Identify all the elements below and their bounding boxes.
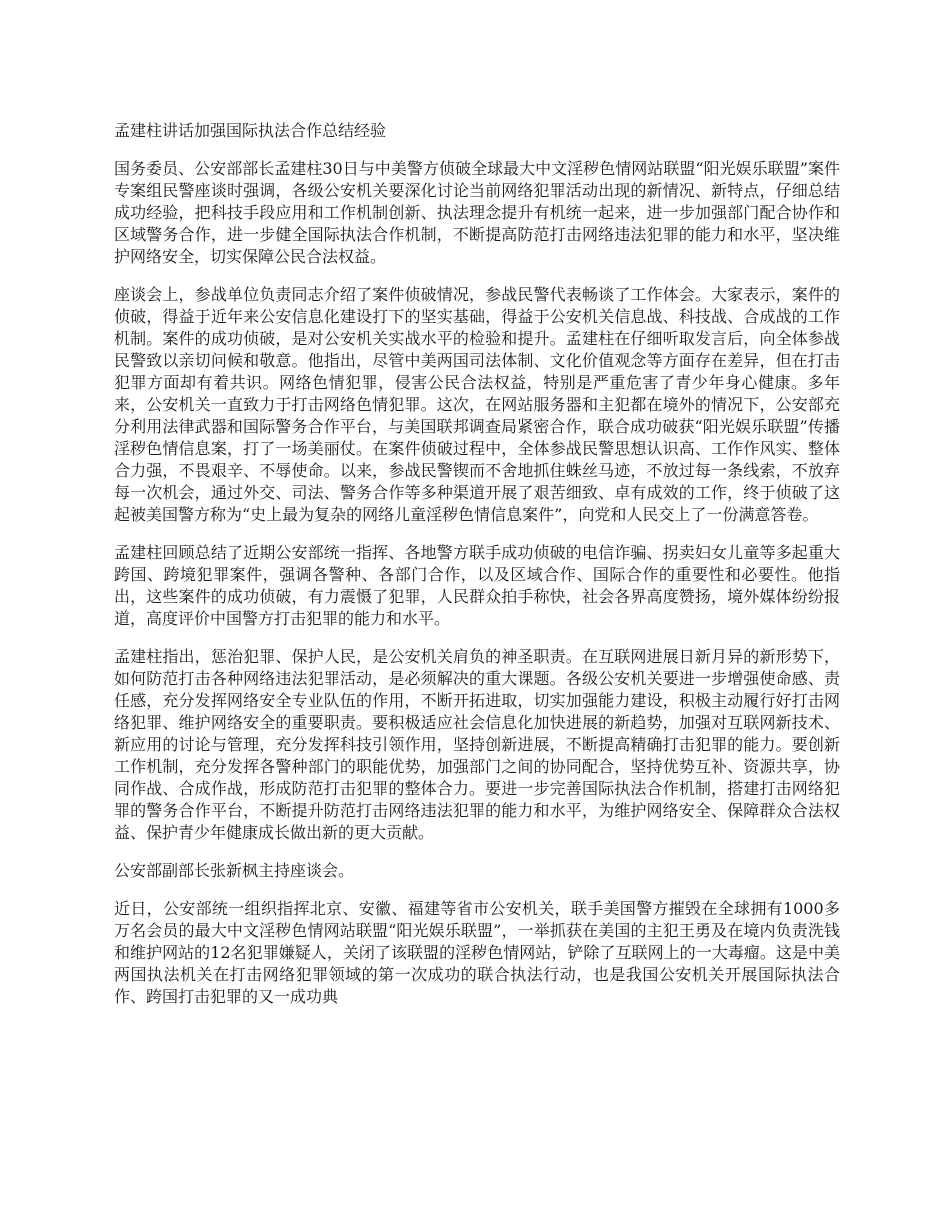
document-title: 孟建柱讲话加强国际执法合作总结经验 [114,121,387,140]
paragraph-3: 孟建柱回顾总结了近期公安部统一指挥、各地警方联手成功侦破的电信诈骗、拐卖妇女儿童等多起重大跨国、跨境犯罪案件，强调各警种、各部门合作，以及区域合作、国际合作的重要性和必要性。他指出，这些案件的成功侦破，有力震慑了犯罪，人民群众拍手称快，社会各界高度赞扬，境外媒体纷纷报道，高度评价中国警方打击犯罪的能力和水平。 [114,543,840,628]
paragraph-1: 国务委员、公安部部长孟建柱30日与中美警方侦破全球最大中文淫秽色情网站联盟“阳光娱乐联盟”案件专案组民警座谈时强调，各级公安机关要深化讨论当前网络犯罪活动出现的新情况、新特点，仔细总结成功经验，把科技手段应用和工作机制创新、执法理念提升有机统一起来，进一步加强部门配合协作和区域警务合作，进一步健全国际执法合作机制，不断提高防范打击网络违法犯罪的能力和水平，坚决维护网络安全，切实保障公民合法权益。 [114,159,840,266]
paragraph-5: 公安部副部长张新枫主持座谈会。 [114,861,355,880]
paragraph-6: 近日，公安部统一组织指挥北京、安徽、福建等省市公安机关，联手美国警方摧毁在全球拥有1000多万名会员的最大中文淫秽色情网站联盟“阳光娱乐联盟”，一举抓获在美国的主犯王勇及在境内负责洗钱和维护网站的12名犯罪嫌疑人，关闭了该联盟的淫秽色情网站，铲除了互联网上的一大毒瘤。这是中美两国执法机关在打击网络犯罪领域的第一次成功的联合执法行动，也是我国公安机关开展国际执法合作、跨国打击犯罪的又一成功典 [114,899,840,1006]
paragraph-2: 座谈会上，参战单位负责同志介绍了案件侦破情况，参战民警代表畅谈了工作体会。大家表示，案件的侦破，得益于近年来公安信息化建设打下的坚实基础，得益于公安机关信息战、科技战、合成战的工作机制。案件的成功侦破，是对公安机关实战水平的检验和提升。孟建柱在仔细听取发言后，向全体参战民警致以亲切问候和敬意。他指出，尽管中美两国司法体制、文化价值观念等方面存在差异，但在打击犯罪方面却有着共识。网络色情犯罪，侵害公民合法权益，特别是严重危害了青少年身心健康。多年来，公安机关一直致力于打击网络色情犯罪。这次，在网站服务器和主犯都在境外的情况下，公安部充分利用法律武器和国际警务合作平台，与美国联邦调查局紧密合作，联合成功破获“阳光娱乐联盟”传播淫秽色情信息案，打了一场美丽仗。在案件侦破过程中，全体参战民警思想认识高、工作作风实、整体合力强，不畏艰辛、不辱使命。以来，参战民警锲而不舍地抓住蛛丝马迹，不放过每一条线索，不放弃每一次机会，通过外交、司法、警务合作等多种渠道开展了艰苦细致、卓有成效的工作，终于侦破了这起被美国警方称为“史上最为复杂的网络儿童淫秽色情信息案件”，向党和人民交上了一份满意答卷。 [114,285,840,524]
paragraph-4: 孟建柱指出，惩治犯罪、保护人民，是公安机关肩负的神圣职责。在互联网进展日新月异的新形势下，如何防范打击各种网络违法犯罪活动，是必须解决的重大课题。各级公安机关要进一步增强使命感、责任感，充分发挥网络安全专业队伍的作用，不断开拓进取，切实加强能力建设，积极主动履行好打击网络犯罪、维护网络安全的重要职责。要积极适应社会信息化加快进展的新趋势，加强对互联网新技术、新应用的讨论与管理，充分发挥科技引领作用，坚持创新进展，不断提高精确打击犯罪的能力。要创新工作机制，充分发挥各警种部门的职能优势，加强部门之间的协同配合，坚持优势互补、资源共享，协同作战、合成作战，形成防范打击犯罪的整体合力。要进一步完善国际执法合作机制，搭建打击网络犯罪的警务合作平台，不断提升防范打击网络违法犯罪的能力和水平，为维护网络安全、保障群众合法权益、保护青少年健康成长做出新的更大贡献。 [114,647,840,842]
document-page [114,120,840,1024]
